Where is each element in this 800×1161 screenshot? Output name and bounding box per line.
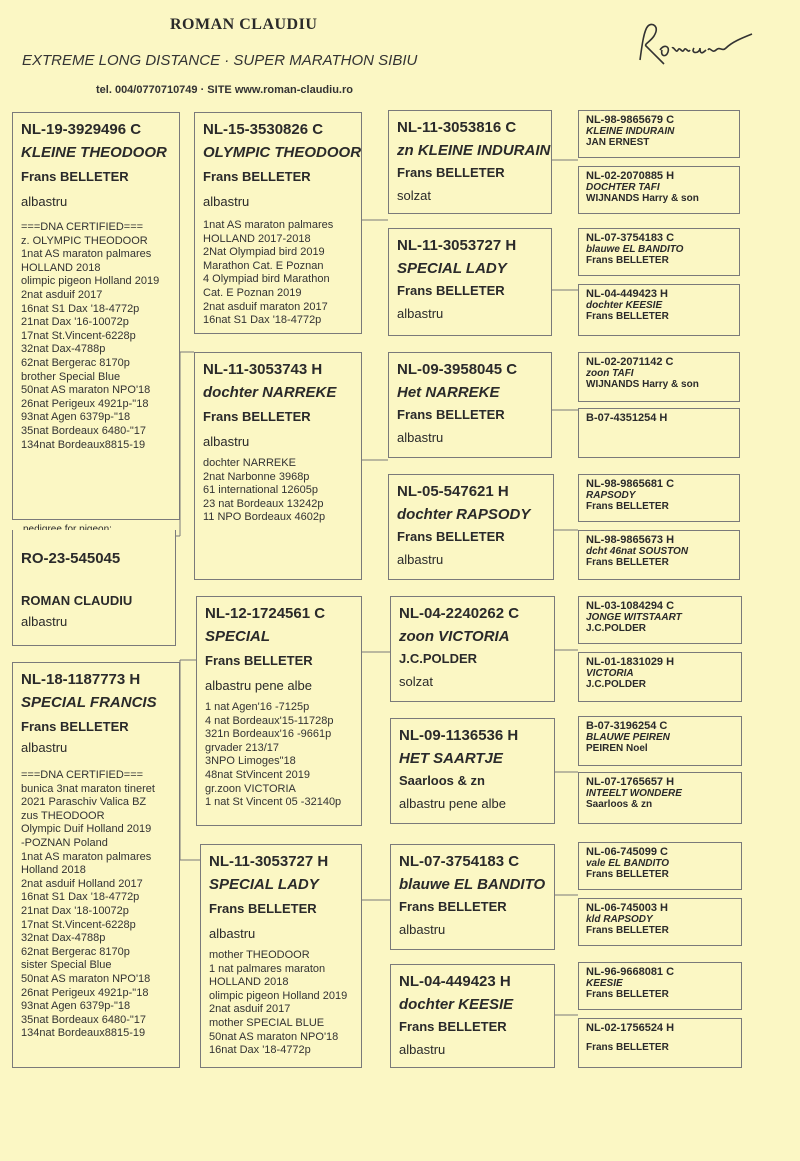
ggp-name: Het NARREKE — [397, 384, 500, 401]
ancestor-name: VICTORIA — [586, 668, 634, 679]
note-line: 21nat Dax '18-10072p — [21, 904, 129, 917]
note-line: 48nat StVincent 2019 — [205, 768, 310, 781]
subject-card — [12, 530, 176, 646]
note-line: mother SPECIAL BLUE — [209, 1016, 325, 1029]
note-line: 32nat Dax-4788p — [21, 932, 106, 945]
subtitle: EXTREME LONG DISTANCE · SUPER MARATHON SIBIU — [22, 52, 418, 69]
note-line: 134nat Bordeaux8815-19 — [21, 1027, 146, 1040]
note-line: 2nat asduif Holland 2017 — [21, 877, 143, 890]
ancestor-breeder: Frans BELLETER — [586, 869, 669, 880]
note-line: brother Special Blue — [21, 370, 121, 383]
ancestor-card — [578, 530, 740, 580]
great-grandparent-card — [390, 844, 555, 950]
grandparent-notes — [205, 701, 353, 810]
sire-color: albastru — [21, 194, 68, 209]
ggp-breeder: Frans BELLETER — [399, 899, 507, 914]
ancestor-breeder: J.C.POLDER — [586, 623, 647, 634]
note-line: 4 Olympiad bird Marathon — [203, 273, 330, 286]
note-line: 62nat Bergerac 8170p — [21, 356, 130, 369]
ggp-ring: NL-04-449423 H — [399, 973, 511, 990]
note-line: 21nat Dax '16-10072p — [21, 316, 129, 329]
ancestor-name: KEESIE — [586, 978, 623, 989]
ggp-name: dochter RAPSODY — [397, 506, 531, 523]
ggp-color: solzat — [399, 674, 433, 689]
note-line: Holland 2018 — [21, 864, 86, 877]
ggp-breeder: Frans BELLETER — [397, 529, 505, 544]
great-grandparent-card — [388, 110, 552, 214]
dam-card — [12, 662, 180, 1068]
ancestor-ring: NL-02-2071142 C — [586, 356, 674, 368]
note-line: ===DNA CERTIFIED=== — [21, 769, 144, 781]
ancestor-breeder: Frans BELLETER — [586, 925, 669, 936]
dam-ring: NL-18-1187773 H — [21, 671, 141, 688]
ggp-ring: NL-11-3053727 H — [397, 237, 517, 254]
note-line: HOLLAND 2018 — [21, 261, 101, 274]
ancestor-ring: NL-96-9668081 C — [586, 966, 675, 978]
sire-ring: NL-19-3929496 C — [21, 121, 142, 138]
note-line: 2nat Narbonne 3968p — [203, 470, 310, 483]
ggp-ring: NL-07-3754183 C — [399, 853, 520, 870]
note-line: Olympic Duif Holland 2019 — [21, 823, 152, 836]
note-line: 26nat Perigeux 4921p-"18 — [21, 397, 149, 410]
grandparent-card — [200, 844, 362, 1068]
note-line: gr.zoon VICTORIA — [205, 782, 296, 795]
ggp-color: albastru — [397, 430, 444, 445]
ggp-color: albastru — [399, 1042, 446, 1057]
ancestor-name: KLEINE INDURAIN — [586, 126, 675, 137]
grandparent-name: SPECIAL — [205, 628, 271, 645]
note-line: 50nat AS maraton NPO'18 — [21, 972, 151, 985]
note-line: 17nat St.Vincent-6228p — [21, 329, 136, 342]
note-line: bunica 3nat maraton tineret — [21, 782, 155, 795]
ancestor-card — [578, 352, 740, 402]
grandparent-breeder: Frans BELLETER — [203, 409, 311, 424]
ancestor-ring: NL-07-3754183 C — [586, 232, 675, 244]
ancestor-name: blauwe EL BANDITO — [586, 244, 684, 255]
ancestor-breeder: Saarloos & zn — [586, 799, 653, 810]
ancestor-name: zoon TAFI — [586, 368, 634, 379]
subject-color: albastru — [21, 614, 68, 629]
grandparent-notes — [203, 219, 353, 328]
ancestor-breeder: WIJNANDS Harry & son — [586, 193, 699, 204]
grandparent-ring: NL-11-3053743 H — [203, 361, 323, 378]
note-line: 16nat S1 Dax '18-4772p — [21, 302, 140, 315]
note-line: 1 nat palmares maraton — [209, 962, 326, 975]
note-line: dochter NARREKE — [203, 457, 296, 469]
ancestor-card — [578, 596, 742, 644]
note-line: 93nat Agen 6379p-"18 — [21, 1000, 131, 1013]
grandparent-name: OLYMPIC THEODOOR — [203, 144, 362, 161]
ggp-ring: NL-09-1136536 H — [399, 727, 519, 744]
note-line: 2nat asduif maraton 2017 — [203, 300, 328, 313]
ancestor-breeder: J.C.POLDER — [586, 679, 647, 690]
note-line: -POZNAN Poland — [21, 836, 108, 849]
great-grandparent-card — [390, 596, 555, 702]
ancestor-card — [578, 166, 740, 214]
ggp-breeder: J.C.POLDER — [399, 651, 478, 666]
ancestor-name: INTEELT WONDERE — [586, 788, 682, 799]
ggp-name: blauwe EL BANDITO — [399, 876, 546, 893]
ancestor-card — [578, 474, 740, 522]
ancestor-breeder: JAN ERNEST — [586, 137, 650, 148]
dam-color: albastru — [21, 740, 68, 755]
sire-name: KLEINE THEODOOR — [21, 144, 167, 161]
ancestor-name: vale EL BANDITO — [586, 858, 669, 869]
ancestor-ring: NL-04-449423 H — [586, 288, 668, 300]
note-line: zus THEODOOR — [21, 809, 105, 822]
grandparent-color: albastru — [209, 926, 256, 941]
note-line: Marathon Cat. E Poznan — [203, 259, 324, 272]
ancestor-card — [578, 284, 740, 336]
grandparent-color: albastru pene albe — [205, 678, 312, 693]
note-line: 1 nat St Vincent 05 -32140p — [205, 796, 342, 809]
note-line: 2nat asduif 2017 — [209, 1003, 291, 1016]
ancestor-ring: NL-06-745003 H — [586, 902, 668, 914]
note-line: HOLLAND 2017-2018 — [203, 232, 311, 245]
great-grandparent-card — [390, 718, 555, 824]
ancestor-card — [578, 962, 742, 1010]
ancestor-breeder: Frans BELLETER — [586, 989, 669, 1000]
ggp-name: HET SAARTJE — [399, 750, 503, 767]
ancestor-ring: NL-02-1756524 H — [586, 1022, 675, 1034]
note-line: sister Special Blue — [21, 959, 112, 972]
ancestor-card — [578, 842, 742, 890]
note-line: 32nat Dax-4788p — [21, 343, 106, 356]
note-line: 3NPO Limoges"18 — [205, 755, 296, 768]
note-line: 1nat AS maraton palmares — [21, 850, 152, 863]
note-line: HOLLAND 2018 — [209, 976, 289, 989]
ancestor-ring: NL-03-1084294 C — [586, 600, 675, 612]
subject-ring: RO-23-545045 — [21, 550, 121, 567]
ggp-breeder: Frans BELLETER — [397, 283, 505, 298]
ggp-breeder: Frans BELLETER — [397, 407, 505, 422]
note-line: 16nat S1 Dax '18-4772p — [21, 891, 140, 904]
ancestor-name: DOCHTER TAFI — [586, 182, 660, 193]
ancestor-name: RAPSODY — [586, 490, 636, 501]
ggp-name: zoon VICTORIA — [399, 628, 510, 645]
ancestor-breeder: Frans BELLETER — [586, 1042, 669, 1053]
sire-card — [12, 112, 180, 520]
note-line: 16nat S1 Dax '18-4772p — [203, 314, 322, 327]
owner-title: ROMAN CLAUDIU — [170, 16, 318, 33]
ancestor-ring: NL-98-9865681 C — [586, 478, 675, 490]
great-grandparent-card — [388, 352, 552, 458]
subject-owner: ROMAN CLAUDIU — [21, 593, 133, 608]
grandparent-breeder: Frans BELLETER — [203, 169, 311, 184]
grandparent-card — [194, 112, 362, 334]
grandparent-color: albastru — [203, 434, 250, 449]
ancestor-breeder: Frans BELLETER — [586, 255, 669, 266]
grandparent-breeder: Frans BELLETER — [205, 653, 313, 668]
note-line: 17nat St.Vincent-6228p — [21, 918, 136, 931]
ggp-ring: NL-09-3958045 C — [397, 361, 518, 378]
note-line: 1 nat Agen'16 -7125p — [205, 701, 310, 713]
ancestor-ring: NL-06-745099 C — [586, 846, 668, 858]
note-line: ===DNA CERTIFIED=== — [21, 221, 144, 233]
grandparent-notes — [209, 949, 353, 1058]
grandparent-card — [194, 352, 362, 580]
note-line: 50nat AS maraton NPO'18 — [209, 1030, 339, 1043]
sire-notes — [21, 221, 171, 452]
ancestor-ring: NL-98-9865679 C — [586, 114, 675, 126]
note-line: mother THEODOOR — [209, 949, 310, 961]
ggp-color: albastru — [399, 922, 446, 937]
note-line: 4 nat Bordeaux'15-11728p — [205, 714, 334, 727]
ancestor-name: dochter KEESIE — [586, 300, 663, 311]
ggp-color: solzat — [397, 188, 431, 203]
note-line: 1nat AS maraton palmares — [21, 248, 152, 261]
grandparent-card — [196, 596, 362, 826]
ancestor-card — [578, 716, 742, 766]
note-line: 93nat Agen 6379p-"18 — [21, 411, 131, 424]
grandparent-color: albastru — [203, 194, 250, 209]
ancestor-breeder: Frans BELLETER — [586, 311, 669, 322]
ggp-breeder: Frans BELLETER — [399, 1019, 507, 1034]
ancestor-card — [578, 652, 742, 702]
ggp-color: albastru pene albe — [399, 796, 506, 811]
note-line: 26nat Perigeux 4921p-"18 — [21, 986, 149, 999]
ancestor-ring: NL-02-2070885 H — [586, 170, 675, 182]
note-line: 16nat Dax '18-4772p — [209, 1044, 311, 1057]
dam-notes — [21, 769, 171, 1041]
ancestor-breeder: WIJNANDS Harry & son — [586, 379, 699, 390]
note-line: 35nat Bordeaux 6480-"17 — [21, 424, 147, 437]
ancestor-card — [578, 408, 740, 458]
note-line: 2021 Paraschiv Valica BZ — [21, 796, 147, 809]
ggp-name: dochter KEESIE — [399, 996, 514, 1013]
ancestor-card — [578, 110, 740, 158]
ggp-ring: NL-11-3053816 C — [397, 119, 517, 136]
ancestor-card — [578, 772, 742, 824]
ancestor-card — [578, 1018, 742, 1068]
ggp-name: SPECIAL LADY — [397, 260, 507, 277]
ggp-name: zn KLEINE INDURAIN — [397, 142, 551, 159]
grandparent-ring: NL-15-3530826 C — [203, 121, 324, 138]
ggp-breeder: Frans BELLETER — [397, 165, 505, 180]
note-line: 11 NPO Bordeaux 4602p — [203, 511, 326, 524]
sire-breeder: Frans BELLETER — [21, 169, 129, 184]
ggp-breeder: Saarloos & zn — [399, 773, 485, 788]
note-line: 2Nat Olympiad bird 2019 — [203, 246, 325, 259]
ancestor-ring: NL-01-1831029 H — [586, 656, 675, 668]
note-line: 134nat Bordeaux8815-19 — [21, 438, 146, 451]
note-line: 35nat Bordeaux 6480-"17 — [21, 1013, 147, 1026]
ancestor-ring: B-07-3196254 C — [586, 720, 668, 732]
note-line: 2nat asduif 2017 — [21, 288, 103, 301]
note-line: olimpic pigeon Holland 2019 — [209, 989, 348, 1002]
note-line: 23 nat Bordeaux 13242p — [203, 497, 324, 510]
ancestor-card — [578, 228, 740, 276]
ancestor-ring: B-07-4351254 H — [586, 412, 668, 424]
ancestor-card — [578, 898, 742, 946]
great-grandparent-card — [390, 964, 555, 1068]
note-line: grvader 213/17 — [205, 741, 279, 754]
dam-breeder: Frans BELLETER — [21, 719, 129, 734]
note-line: 1nat AS maraton palmares — [203, 219, 334, 231]
grandparent-ring: NL-11-3053727 H — [209, 853, 329, 870]
ggp-ring: NL-04-2240262 C — [399, 605, 520, 622]
note-line: 61 international 12605p — [203, 484, 318, 497]
great-grandparent-card — [388, 228, 552, 336]
note-line: 50nat AS maraton NPO'18 — [21, 384, 151, 397]
grandparent-name: dochter NARREKE — [203, 384, 337, 401]
ancestor-name: dcht 46nat SOUSTON — [586, 546, 689, 557]
ggp-color: albastru — [397, 306, 444, 321]
grandparent-breeder: Frans BELLETER — [209, 901, 317, 916]
ancestor-name: JONGE WITSTAART — [586, 612, 682, 623]
ancestor-ring: NL-07-1765657 H — [586, 776, 675, 788]
note-line: 62nat Bergerac 8170p — [21, 945, 130, 958]
grandparent-ring: NL-12-1724561 C — [205, 605, 326, 622]
grandparent-name: SPECIAL LADY — [209, 876, 319, 893]
note-line: z. OLYMPIC THEODOOR — [21, 234, 148, 247]
ancestor-name: kld RAPSODY — [586, 914, 653, 925]
dam-name: SPECIAL FRANCIS — [21, 694, 157, 711]
ggp-ring: NL-05-547621 H — [397, 483, 509, 500]
ancestor-breeder: PEIREN Noel — [586, 743, 648, 754]
note-line: 321n Bordeaux'16 -9661p — [205, 728, 332, 741]
ancestor-breeder: Frans BELLETER — [586, 501, 669, 512]
grandparent-notes — [203, 457, 353, 525]
ancestor-name: BLAUWE PEIREN — [586, 732, 670, 743]
note-line: Cat. E Poznan 2019 — [203, 286, 302, 299]
great-grandparent-card — [388, 474, 554, 580]
ancestor-breeder: Frans BELLETER — [586, 557, 669, 568]
ggp-color: albastru — [397, 552, 444, 567]
ancestor-ring: NL-98-9865673 H — [586, 534, 675, 546]
contact-line: tel. 004/0770710749 · SITE www.roman-claudiu.ro — [96, 84, 353, 96]
note-line: olimpic pigeon Holland 2019 — [21, 275, 160, 288]
